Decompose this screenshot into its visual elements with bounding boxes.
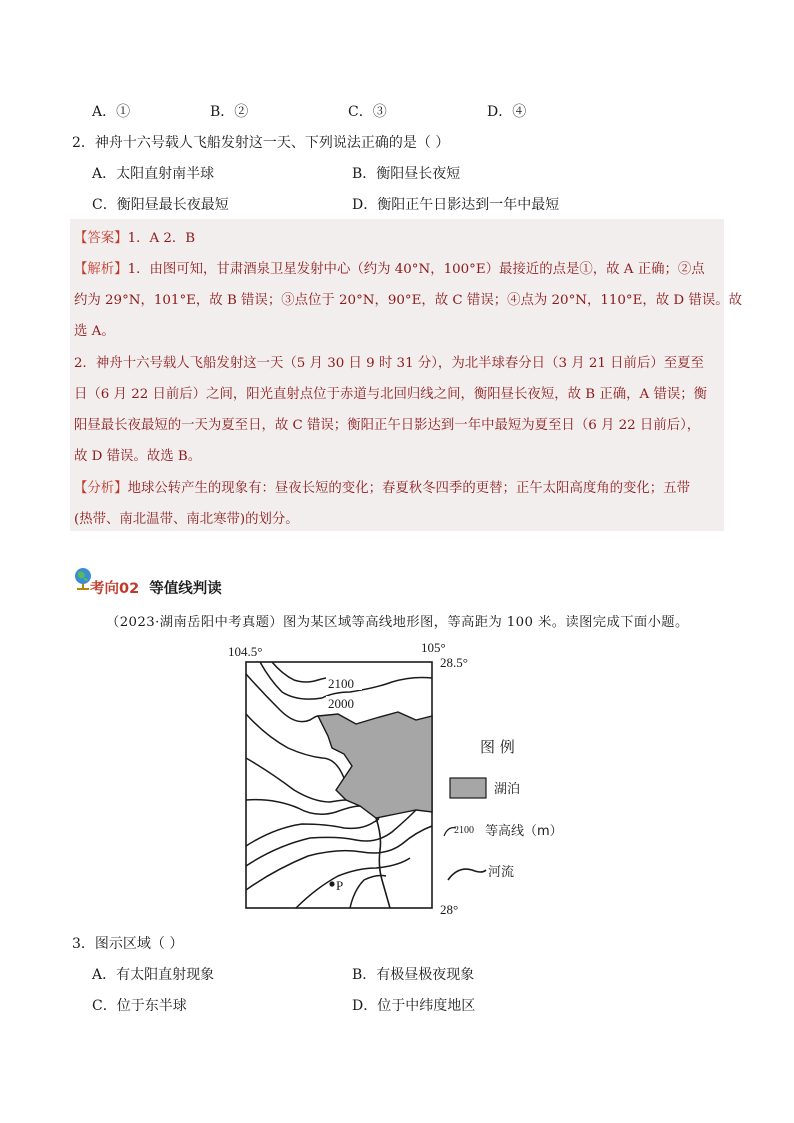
section-title: 等值线判读 [149,581,222,597]
legend-lake-label: 湖泊 [494,782,521,797]
point-p-marker [329,881,334,886]
section-heading [90,577,222,598]
explain-line-1 [74,258,705,277]
q3-option-d: D．位于中纬度地区 [352,998,476,1014]
legend-river-swatch [448,869,486,880]
q1-option-c: C．③ [348,104,387,120]
legend-contour-label: 等高线（m） [485,824,563,839]
lat-top-label: 28.5° [440,655,468,670]
analysis-text-2: (热带、南北温带、南北寒带)的划分。 [74,512,299,527]
section-number: 02 [119,581,140,597]
contour-label-2000: 2000 [328,696,354,711]
analysis-text-1: 地球公转产生的现象有：昼夜长短的变化；春夏秋冬四季的更替；正午太阳高度角的变化；五带 [127,481,690,496]
legend-river-label: 河流 [488,865,515,880]
explain-text-5: 日（6 月 22 日前后）之间，阳光直射点位于赤道与北回归线之间，衡阳昼长夜短，故 B 正确，A 错误；衡 [74,387,708,402]
point-p-label: P [336,878,344,893]
answer-tag: 【答案】 [74,231,128,246]
legend-contour-sample: 2100 [454,825,474,836]
lat-bottom-label: 28° [440,902,459,917]
q2-option-c: C．衡阳昼最长夜最短 [92,197,229,213]
q1-option-b: B．② [210,104,249,120]
legend-lake-swatch [450,778,486,798]
explain-text-3: 选 A。 [74,324,115,339]
q1-option-d: D．④ [487,104,527,120]
q3-option-b: B．有极昼极夜现象 [352,967,475,983]
lon-left-label: 104.5° [228,644,263,659]
answer-line [74,227,195,246]
q2-stem: 2．神舟十六号载人飞船发射这一天、下列说法正确的是（ ） [72,135,450,151]
explain-text-7: 故 D 错误。故选 B。 [74,449,202,464]
question-intro: （2023·湖南岳阳中考真题）图为某区域等高线地形图，等高距为 100 米。读图完成下面小题。 [106,615,689,630]
explain-text-4: 2．神舟十六号载人飞船发射这一天（5 月 30 日 9 时 31 分），为北半球春分日（3 月 21 日前后）至夏至 [74,356,704,371]
q3-option-a: A．有太阳直射现象 [92,967,215,983]
analysis-line-1 [74,477,690,496]
explain-text-6: 阳昼最长夜最短的一天为夏至日，故 C 错误；衡阳正午日影达到一年中最短为夏至日（6 月 22 日前后）， [74,418,701,433]
explain-text-2: 约为 29°N，101°E，故 B 错误；③点位于 20°N，90°E，故 C 错误；④点为 20°N，110°E，故 D 错误。故 [74,293,742,308]
contour-map [226,640,726,920]
q3-stem: 3．图示区域（ ） [72,936,184,952]
q2-option-a: A．太阳直射南半球 [92,166,215,182]
explain-tag: 【解析】 [74,262,128,277]
answer-text: 1．A 2．B [127,231,196,246]
lon-right-label: 105° [421,640,446,655]
q3-option-c: C．位于东半球 [92,998,187,1014]
q2-option-d: D．衡阳正午日影达到一年中最短 [352,197,560,213]
q1-option-a: A．① [92,104,131,120]
q2-option-b: B．衡阳昼长夜短 [352,166,461,182]
explain-text-1: 1．由图可知，甘肃酒泉卫星发射中心（约为 40°N，100°E）最接近的点是①，故 A 正确；②点 [127,262,705,277]
contour-label-2100: 2100 [328,676,354,691]
analysis-tag: 【分析】 [74,481,128,496]
section-prefix: 考向 [90,581,119,597]
legend-title: 图 例 [480,738,515,756]
